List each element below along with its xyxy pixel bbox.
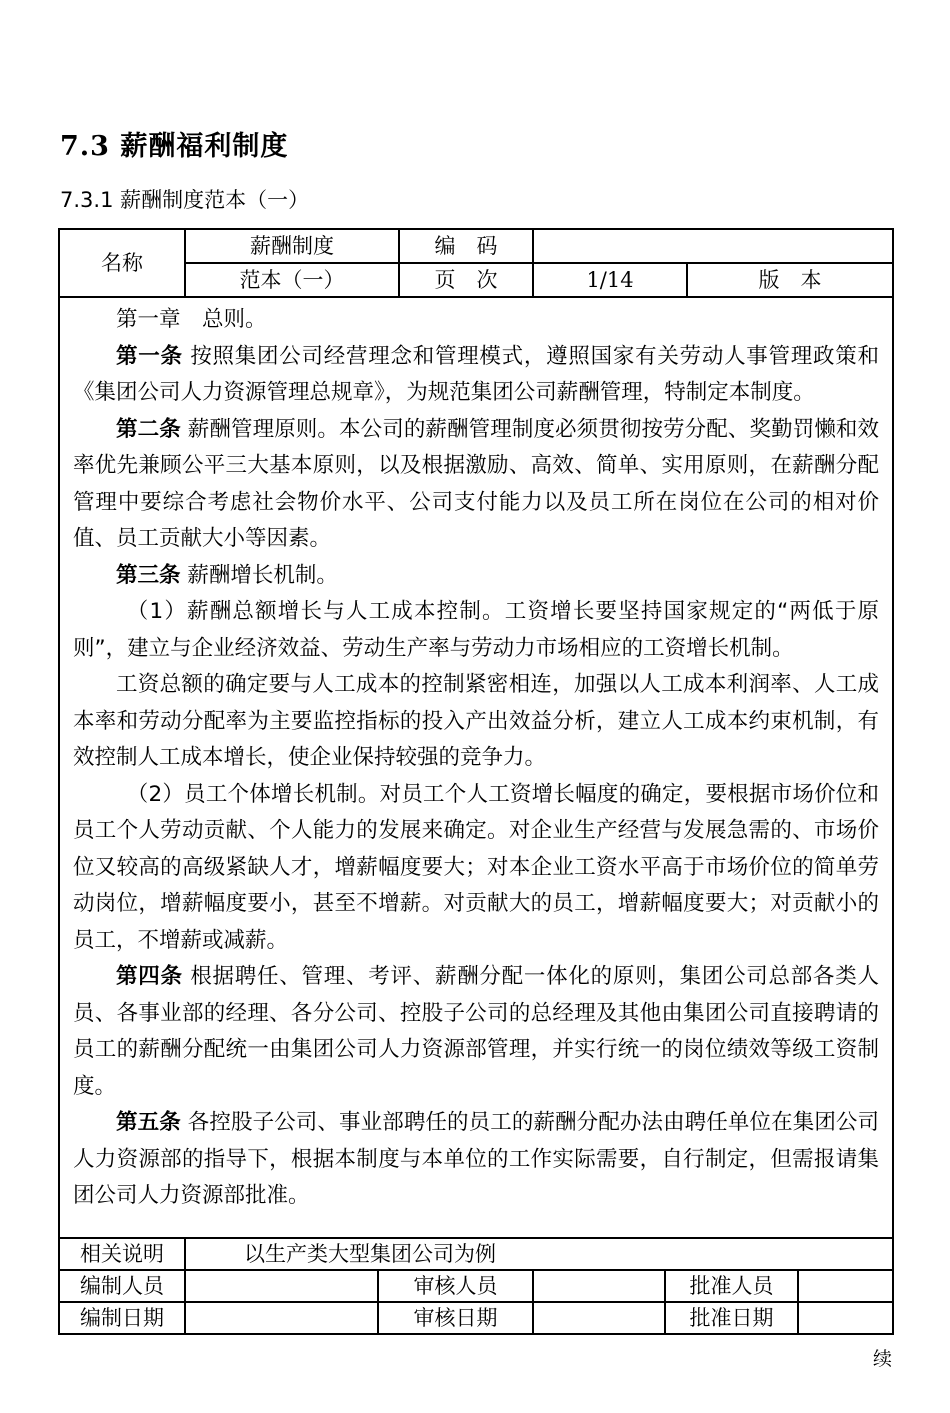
article-1-text: 按照集团公司经营理念和管理模式，遵照国家有关劳动人事管理政策和《集团公司人力资源管理总规章》，为规范集团公司薪酬管理，特制定本制度。 xyxy=(73,343,880,405)
article-5-text: 各控股子公司、事业部聘任的员工的薪酬分配办法由聘任单位在集团公司人力资源部的指导下，根据本制度与本单位的工作实际需要，自行制定，但需报请集团公司人力资源部批准。 xyxy=(73,1110,880,1208)
date-row xyxy=(59,1302,893,1334)
section-heading: 7.3.1 薪酬制度范本（一） xyxy=(60,188,310,212)
article-2-text: 薪酬管理原则。本公司的薪酬管理制度必须贯彻按劳分配、奖勤罚懒和效率优先兼顾公平三大基本原则，以及根据激励、高效、简单、实用原则，在薪酬分配管理中要综合考虑社会物价水平、公司支付能力以及员工所在岗位在公司的相对价值、员工贡献大小等因素。 xyxy=(73,416,880,551)
edit-date-label: 编制日期 xyxy=(59,1302,185,1334)
article-4 xyxy=(73,959,879,1105)
article-3-paragraph-1: （1）薪酬总额增长与人工成本控制。工资增长要坚持国家规定的“两低于原则”，建立与企业经济效益、劳动生产率与劳动力市场相应的工资增长机制。 xyxy=(73,599,880,661)
article-2 xyxy=(73,412,879,558)
personnel-row xyxy=(59,1270,893,1302)
reviewer-value xyxy=(533,1270,665,1302)
article-3-paragraph-2: 工资总额的确定要与人工成本的控制紧密相连，加强以人工成本利润率、人工成本率和劳动分配率为主要监控指标的投入产出效益分析，建立人工成本约束机制，有效控制人工成本增长，使企业保持较强的竞争力。 xyxy=(73,672,880,770)
body-row xyxy=(59,297,893,1238)
header-row-1 xyxy=(59,229,893,263)
article-3-text: 薪酬增长机制。 xyxy=(187,562,338,588)
page-label: 页 次 xyxy=(399,263,533,297)
related-label: 相关说明 xyxy=(59,1238,185,1270)
page-heading: 7.3 薪酬福利制度 xyxy=(60,131,289,162)
approver-label: 批准人员 xyxy=(665,1270,798,1302)
article-3-paragraph-3: （2）员工个体增长机制。对员工个人工资增长幅度的确定，要根据市场价位和员工个人劳动贡献、个人能力的发展来确定。对企业生产经营与发展急需的、市场价位又较高的高级紧缺人才，增薪幅度要大；对本企业工资水平高于市场价位的简单劳动岗位，增薪幅度要小，甚至不增薪。对贡献大的员工，增薪幅度要大；对贡献小的员工，不增薪或减薪。 xyxy=(73,781,880,953)
header-row-2 xyxy=(59,263,893,297)
reviewer-label: 审核人员 xyxy=(378,1270,533,1302)
name-value-line1: 薪酬制度 xyxy=(185,229,399,263)
continued-label: 续 xyxy=(872,1348,892,1370)
page-value: 1/14 xyxy=(533,263,687,297)
related-value: 以生产类大型集团公司为例 xyxy=(185,1238,893,1270)
chapter-heading: 第一章 总则。 xyxy=(116,307,267,332)
name-label: 名称 xyxy=(59,229,185,297)
article-5-title: 第五条 xyxy=(116,1110,181,1135)
approver-value xyxy=(798,1270,893,1302)
policy-form-table xyxy=(58,228,894,1335)
approve-date-label: 批准日期 xyxy=(665,1302,798,1334)
name-value-line2: 范本（一） xyxy=(185,263,399,297)
related-row xyxy=(59,1238,893,1270)
edit-date-value xyxy=(185,1302,378,1334)
body-content xyxy=(59,297,893,1238)
article-1 xyxy=(73,339,879,412)
article-2-title: 第二条 xyxy=(116,416,181,442)
editor-value xyxy=(185,1270,378,1302)
approve-date-value xyxy=(798,1302,893,1334)
version-label: 版 本 xyxy=(687,263,893,297)
review-date-value xyxy=(533,1302,665,1334)
code-value xyxy=(533,229,893,263)
code-label: 编 码 xyxy=(399,229,533,263)
article-5 xyxy=(73,1105,879,1215)
review-date-label: 审核日期 xyxy=(378,1302,533,1334)
article-4-text: 根据聘任、管理、考评、薪酬分配一体化的原则，集团公司总部各类人员、各事业部的经理、各分公司、控股子公司的总经理及其他由集团公司直接聘请的员工的薪酬分配统一由集团公司人力资源部管理，并实行统一的岗位绩效等级工资制度。 xyxy=(73,964,880,1099)
article-1-title: 第一条 xyxy=(116,343,183,369)
editor-label: 编制人员 xyxy=(59,1270,185,1302)
article-4-title: 第四条 xyxy=(116,964,183,989)
article-3-title: 第三条 xyxy=(116,562,181,588)
article-3 xyxy=(73,558,879,595)
